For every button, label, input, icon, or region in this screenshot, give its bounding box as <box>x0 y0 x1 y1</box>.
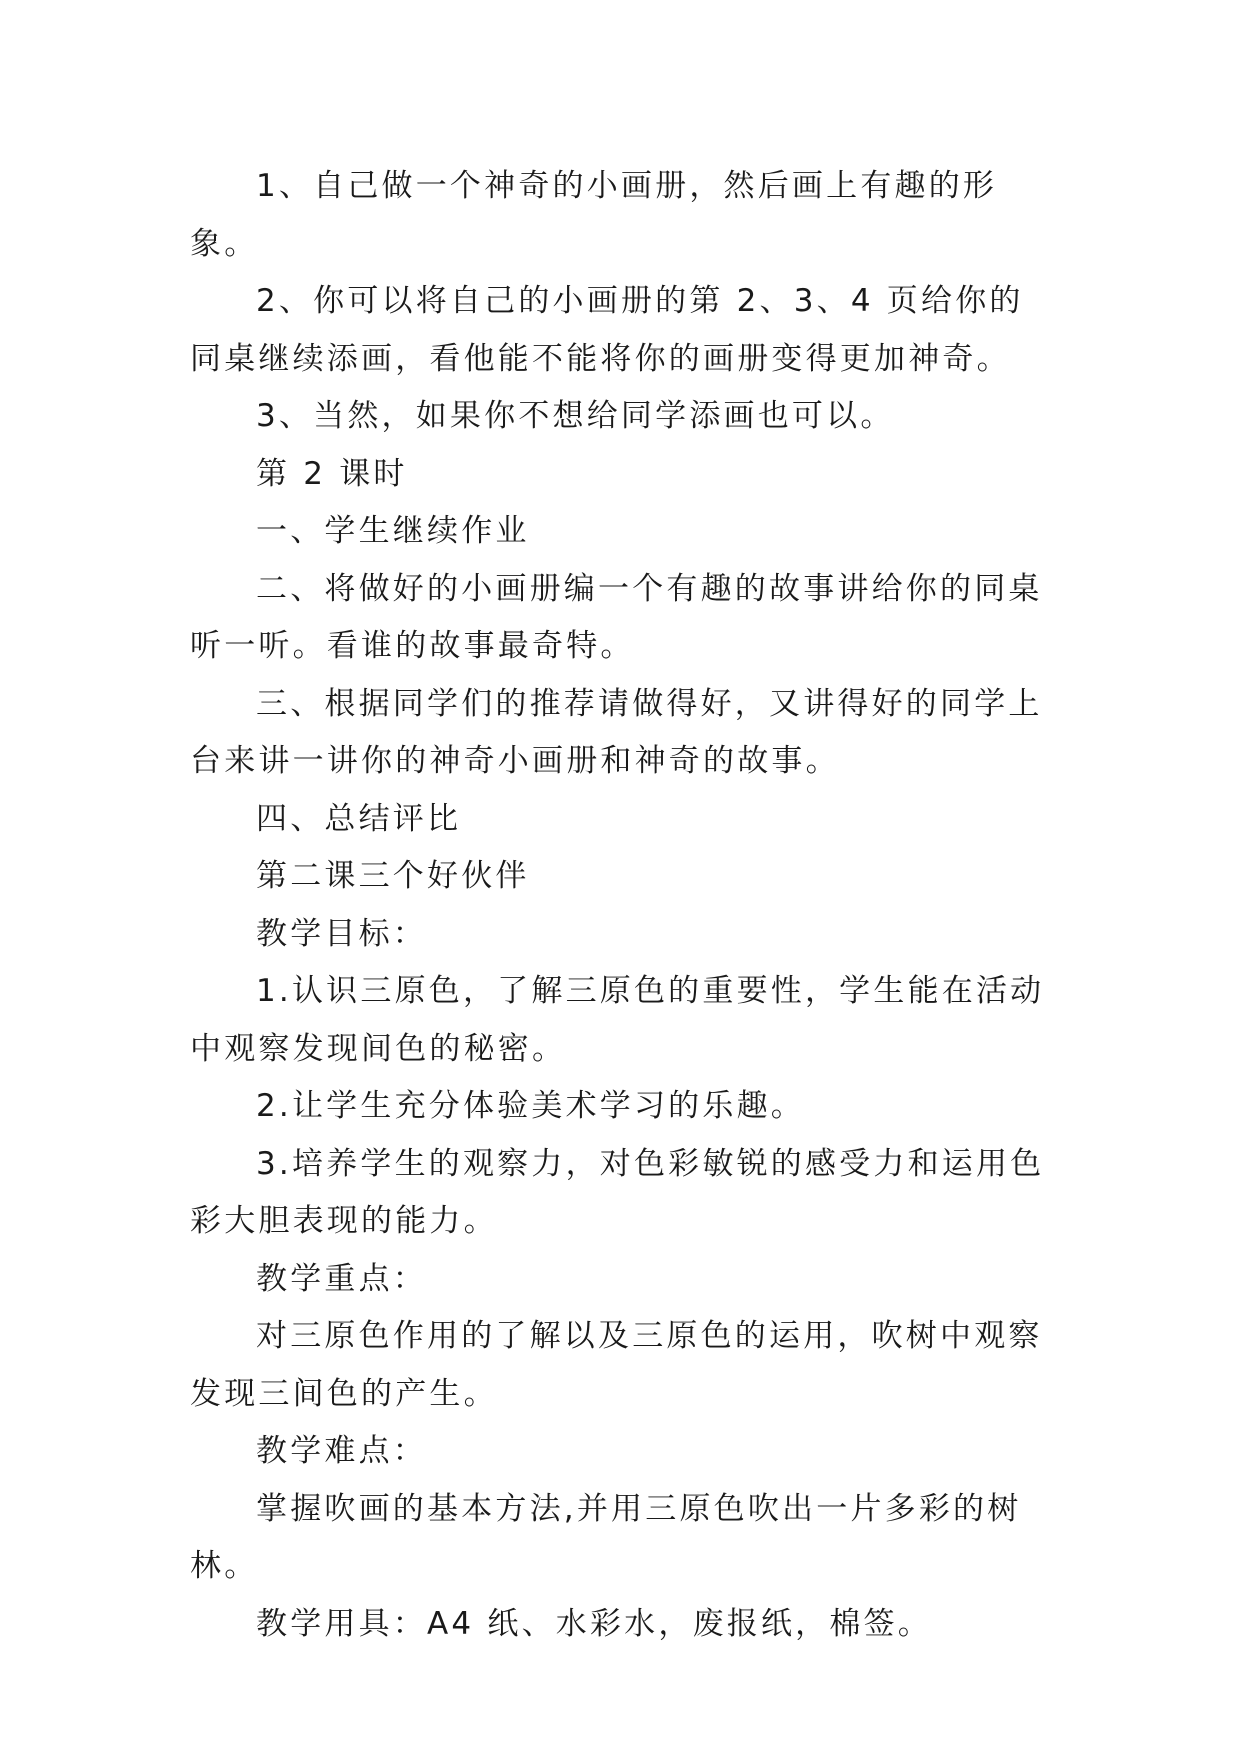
paragraph: 对三原色作用的了解以及三原色的运用，吹树中观察发现三间色的产生。 <box>190 1318 1043 1412</box>
section-heading: 教学难点： <box>256 1433 427 1469</box>
paragraph: 3.培养学生的观察力，对色彩敏锐的感受力和运用色彩大胆表现的能力。 <box>190 1145 1045 1239</box>
section-heading: 第 2 课时 <box>256 455 408 492</box>
section-heading: 教学目标： <box>256 915 427 952</box>
paragraph: 掌握吹画的基本方法,并用三原色吹出一片多彩的树林。 <box>190 1490 1022 1584</box>
section-heading: 教学重点： <box>256 1260 427 1297</box>
paragraph: 三、根据同学们的推荐请做得好，又讲得好的同学上台来讲一讲你的神奇小画册和神奇的故事。 <box>190 685 1043 779</box>
paragraph: 2.让学生充分体验美术学习的乐趣。 <box>256 1088 805 1124</box>
paragraph: 教学用具：A4 纸、水彩水，废报纸，棉签。 <box>256 1605 932 1642</box>
paragraph: 四、总结评比 <box>256 800 462 837</box>
paragraph: 1.认识三原色，了解三原色的重要性，学生能在活动中观察发现间色的秘密。 <box>190 973 1045 1067</box>
paragraph: 一、学生继续作业 <box>256 513 530 549</box>
document-body <box>190 158 1052 1653</box>
paragraph: 2、你可以将自己的小画册的第 2、3、4 页给你的同桌继续添画，看他能不能将你的画册变得更加神奇。 <box>190 283 1024 377</box>
paragraph: 3、当然，如果你不想给同学添画也可以。 <box>256 398 895 434</box>
paragraph: 二、将做好的小画册编一个有趣的故事讲给你的同桌听一听。看谁的故事最奇特。 <box>190 570 1043 664</box>
lesson-title: 第二课三个好伙伴 <box>256 858 530 894</box>
paragraph: 1、自己做一个神奇的小画册，然后画上有趣的形象。 <box>190 168 998 262</box>
